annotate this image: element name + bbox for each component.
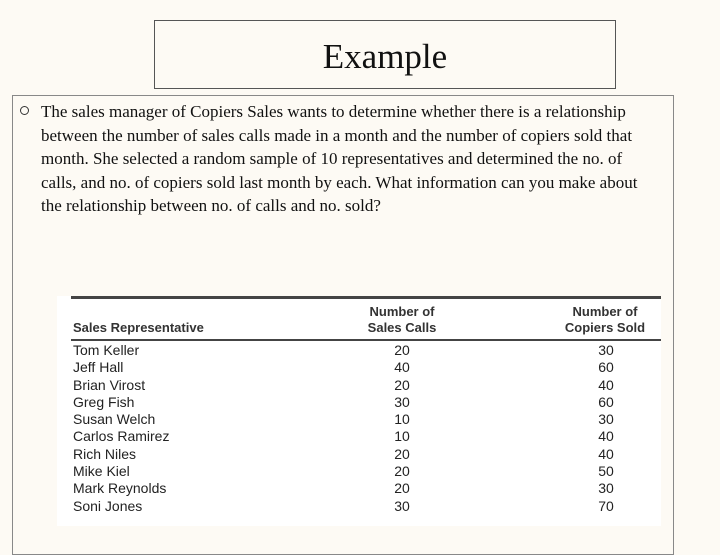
sales-calls-cell: 20 <box>394 376 410 393</box>
table-row <box>57 498 661 515</box>
table-header-rule <box>71 339 661 341</box>
copiers-sold-cell: 50 <box>598 463 614 480</box>
rep-name-cell: Rich Niles <box>73 445 137 462</box>
problem-paragraph: The sales manager of Copiers Sales wants to determine whether there is a relationship between the number of sales calls made in a month and the number of copiers sold that month. She selected a random sample of 10 representatives and determined the no. of calls, and no. of copiers sold last month by each. What information can you make about the relationship between no. of calls and no. sold? <box>41 102 638 215</box>
sales-table <box>57 296 661 526</box>
sales-calls-cell: 30 <box>394 497 410 514</box>
copiers-sold-cell: 40 <box>598 428 614 445</box>
copiers-sold-cell: 70 <box>598 497 614 514</box>
header-sales-representative: Sales Representative <box>73 320 204 335</box>
rep-name-cell: Mike Kiel <box>73 463 130 480</box>
rep-name-cell: Greg Fish <box>73 393 135 410</box>
rep-name-cell: Brian Virost <box>73 376 146 393</box>
table-row <box>57 342 661 359</box>
rep-name-cell: Jeff Hall <box>73 359 124 376</box>
bullet-icon <box>20 106 29 115</box>
sales-calls-cell: 30 <box>394 393 410 410</box>
copiers-sold-cell: 60 <box>598 393 614 410</box>
sales-calls-cell: 20 <box>394 480 410 497</box>
content-box <box>12 95 674 555</box>
title-box <box>154 20 616 89</box>
copiers-sold-cell: 60 <box>598 359 614 376</box>
table-row <box>57 377 661 394</box>
sales-calls-cell: 20 <box>394 445 410 462</box>
copiers-sold-cell: 30 <box>598 342 614 358</box>
table-bottom-edge <box>57 520 661 526</box>
sales-calls-cell: 10 <box>394 428 410 445</box>
sales-calls-cell: 20 <box>394 463 410 480</box>
rep-name-cell: Soni Jones <box>73 497 143 514</box>
table-row <box>57 463 661 480</box>
rep-name-cell: Susan Welch <box>73 411 156 428</box>
copiers-sold-cell: 40 <box>598 376 614 393</box>
header-number-of-sales-calls: Number of Sales Calls <box>367 304 437 335</box>
header-number-of-copiers-sold: Number of Copiers Sold <box>564 304 646 335</box>
table-row <box>57 480 661 497</box>
table-row <box>57 359 661 376</box>
copiers-sold-cell: 30 <box>598 411 614 428</box>
table-row <box>57 394 661 411</box>
table-row <box>57 446 661 463</box>
sales-calls-cell: 10 <box>394 411 410 428</box>
table-top-rule <box>71 296 661 299</box>
copiers-sold-cell: 40 <box>598 445 614 462</box>
table-row <box>57 411 661 428</box>
rep-name-cell: Mark Reynolds <box>73 480 167 497</box>
rep-name-cell: Tom Keller <box>73 342 140 358</box>
copiers-sold-cell: 30 <box>598 480 614 497</box>
table-body <box>57 342 661 515</box>
sales-calls-cell: 40 <box>394 359 410 376</box>
rep-name-cell: Carlos Ramirez <box>73 428 170 445</box>
sales-calls-cell: 20 <box>394 342 410 358</box>
table-row <box>57 428 661 445</box>
slide-title: Example <box>322 37 448 76</box>
